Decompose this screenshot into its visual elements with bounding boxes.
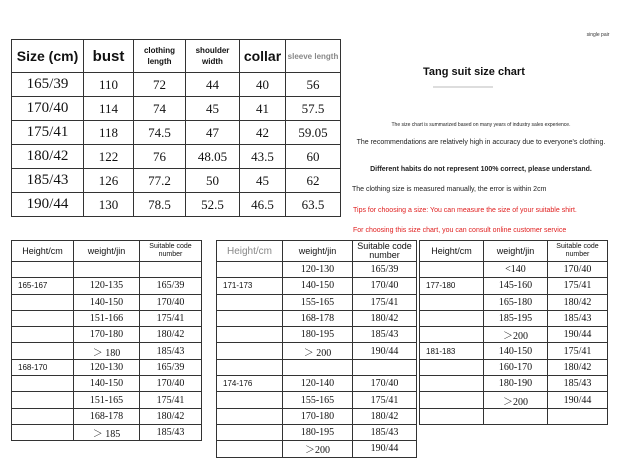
collar-cell: 45: [240, 169, 286, 193]
single-pair-label: single pair: [586, 32, 610, 38]
fit-row: [420, 343, 608, 359]
sleeve-length-cell: 60: [286, 145, 341, 169]
height-cell: [217, 408, 283, 424]
fit-row: [420, 408, 608, 424]
fit-row: [420, 376, 608, 392]
height-cell: [217, 424, 283, 440]
code-cell: [140, 262, 202, 278]
fit-row: [12, 424, 202, 440]
size-row: [12, 121, 341, 145]
height-cell: [420, 392, 484, 408]
height-cell: [217, 310, 283, 326]
note-habits: Different habits do not represent 100% correct, please understand.: [370, 166, 592, 173]
fit-row: [420, 278, 608, 294]
fit-row: [217, 327, 417, 343]
fit-table-a: [11, 240, 202, 441]
sleeve-length-cell: 62: [286, 169, 341, 193]
sleeve-length-cell: 56: [286, 73, 341, 97]
bust-cell: 122: [84, 145, 134, 169]
code-cell: 175/41: [353, 294, 417, 310]
weight-cell: ＞200: [484, 327, 548, 343]
weight-cell: 185-195: [484, 310, 548, 326]
code-cell: 170/40: [353, 278, 417, 294]
code-cell: 170/40: [140, 294, 202, 310]
height-cell: 165-167: [12, 278, 74, 294]
fit-row: [217, 424, 417, 440]
height-cell: [420, 327, 484, 343]
code-cell: 185/43: [353, 424, 417, 440]
code-cell: 175/41: [548, 278, 608, 294]
code-cell: 190/44: [353, 343, 417, 359]
fit-row: [420, 392, 608, 408]
shoulder-width-cell: 45: [186, 97, 240, 121]
weight-cell: [74, 262, 140, 278]
weight-cell: 120-130: [74, 359, 140, 375]
weight-cell: 140-150: [283, 278, 353, 294]
note-accuracy: The recommendations are relatively high in accuracy due to everyone's clothing.: [356, 139, 606, 146]
code-cell: 175/41: [548, 343, 608, 359]
height-cell: [420, 262, 484, 278]
weight-cell: [484, 408, 548, 424]
height-cell: [12, 294, 74, 310]
weight-cell: 151-166: [74, 310, 140, 326]
height-cell: [420, 408, 484, 424]
weight-cell: 151-165: [74, 392, 140, 408]
code-cell: 180/42: [353, 408, 417, 424]
fit-row: [12, 327, 202, 343]
height-cell: [12, 310, 74, 326]
fit-row: [420, 359, 608, 375]
height-cell: [217, 359, 283, 375]
weight-cell: 145-160: [484, 278, 548, 294]
weight-header: weight/jin: [74, 241, 140, 262]
height-cell: 171-173: [217, 278, 283, 294]
clothing-length-cell: 78.5: [134, 193, 186, 217]
height-cell: [217, 294, 283, 310]
height-header: Height/cm: [12, 241, 74, 262]
bust-header: bust: [84, 40, 134, 73]
fit-row: [12, 278, 202, 294]
weight-cell: 140-150: [484, 343, 548, 359]
fit-row: [217, 262, 417, 278]
note-summary: The size chart is summarized based on many years of industry sales experience.: [391, 122, 571, 128]
height-cell: [12, 392, 74, 408]
code-cell: 165/39: [353, 262, 417, 278]
fit-row: [217, 278, 417, 294]
weight-header: weight/jin: [484, 241, 548, 262]
fit-row: [420, 310, 608, 326]
collar-cell: 41: [240, 97, 286, 121]
fit-row: [217, 359, 417, 375]
size-header: Size (cm): [12, 40, 84, 73]
weight-cell: 180-195: [283, 424, 353, 440]
weight-cell: 120-130: [283, 262, 353, 278]
fit-row: [217, 310, 417, 326]
height-cell: [420, 294, 484, 310]
weight-cell: <140: [484, 262, 548, 278]
height-cell: [217, 262, 283, 278]
bust-cell: 114: [84, 97, 134, 121]
code-cell: [353, 359, 417, 375]
code-cell: 165/39: [140, 278, 202, 294]
size-cell: 170/40: [12, 97, 84, 121]
fit-table-b: [216, 240, 417, 458]
size-row: [12, 145, 341, 169]
height-cell: [12, 343, 74, 359]
fit-row: [217, 343, 417, 359]
code-header: Suitable code number: [353, 241, 417, 262]
chart-title: Tang suit size chart: [423, 66, 525, 78]
code-cell: 190/44: [548, 327, 608, 343]
size-cell: 165/39: [12, 73, 84, 97]
code-cell: 180/42: [548, 359, 608, 375]
size-row: [12, 97, 341, 121]
weight-cell: ＞200: [484, 392, 548, 408]
height-cell: [12, 408, 74, 424]
title-underline: [433, 86, 493, 88]
fit-row: [12, 310, 202, 326]
size-cell: 190/44: [12, 193, 84, 217]
sleeve-length-cell: 57.5: [286, 97, 341, 121]
size-chart-header-row: [12, 40, 341, 73]
fit-row: [12, 376, 202, 392]
height-cell: [12, 424, 74, 440]
collar-cell: 46.5: [240, 193, 286, 217]
code-cell: 185/43: [353, 327, 417, 343]
height-cell: [217, 392, 283, 408]
size-cell: 175/41: [12, 121, 84, 145]
weight-cell: 155-165: [283, 294, 353, 310]
sleeve-length-cell: 59.05: [286, 121, 341, 145]
bust-cell: 110: [84, 73, 134, 97]
size-chart-table: [11, 39, 341, 217]
fit-row: [12, 359, 202, 375]
sleeve-length-header: sleeve length: [286, 40, 341, 73]
weight-cell: 180-190: [484, 376, 548, 392]
code-cell: 180/42: [548, 294, 608, 310]
code-cell: 175/41: [140, 392, 202, 408]
weight-cell: 155-165: [283, 392, 353, 408]
code-cell: 185/43: [548, 310, 608, 326]
height-cell: [12, 262, 74, 278]
fit-row: [217, 392, 417, 408]
clothing-length-cell: 74.5: [134, 121, 186, 145]
clothing-length-header: clothing length: [134, 40, 186, 73]
collar-header: collar: [240, 40, 286, 73]
weight-cell: 180-195: [283, 327, 353, 343]
height-cell: [420, 310, 484, 326]
note-measurement: The clothing size is measured manually, the error is within 2cm: [352, 186, 547, 193]
shoulder-width-cell: 52.5: [186, 193, 240, 217]
weight-cell: 170-180: [283, 408, 353, 424]
shoulder-width-cell: 50: [186, 169, 240, 193]
height-cell: 177-180: [420, 278, 484, 294]
collar-cell: 43.5: [240, 145, 286, 169]
shoulder-width-cell: 44: [186, 73, 240, 97]
fit-row: [420, 262, 608, 278]
fit-row: [217, 408, 417, 424]
code-header: Suitable code number: [548, 241, 608, 262]
code-cell: 185/43: [548, 376, 608, 392]
height-cell: [12, 376, 74, 392]
code-cell: 190/44: [353, 441, 417, 457]
fit-row: [420, 327, 608, 343]
weight-cell: 165-180: [484, 294, 548, 310]
fit-row: [12, 392, 202, 408]
weight-cell: ＞ 200: [283, 343, 353, 359]
fit-row: [12, 294, 202, 310]
clothing-length-cell: 77.2: [134, 169, 186, 193]
bust-cell: 130: [84, 193, 134, 217]
fit-row: [420, 294, 608, 310]
note-tips: Tips for choosing a size: You can measure the size of your suitable shirt.: [353, 207, 577, 214]
code-cell: 180/42: [140, 327, 202, 343]
weight-cell: 170-180: [74, 327, 140, 343]
weight-header: weight/jin: [283, 241, 353, 262]
height-cell: 168-170: [12, 359, 74, 375]
height-cell: [12, 327, 74, 343]
height-header: Height/cm: [420, 241, 484, 262]
fit-row: [12, 408, 202, 424]
code-cell: 190/44: [548, 392, 608, 408]
size-cell: 185/43: [12, 169, 84, 193]
height-cell: [217, 343, 283, 359]
weight-cell: ＞200: [283, 441, 353, 457]
code-cell: 180/42: [353, 310, 417, 326]
fit-row: [12, 343, 202, 359]
code-cell: [548, 408, 608, 424]
collar-cell: 40: [240, 73, 286, 97]
code-cell: 175/41: [353, 392, 417, 408]
bust-cell: 126: [84, 169, 134, 193]
sleeve-length-cell: 63.5: [286, 193, 341, 217]
shoulder-width-header: shoulder width: [186, 40, 240, 73]
height-cell: [217, 441, 283, 457]
code-header: Suitable code number: [140, 241, 202, 262]
weight-cell: 168-178: [74, 408, 140, 424]
clothing-length-cell: 76: [134, 145, 186, 169]
weight-cell: 120-135: [74, 278, 140, 294]
code-cell: 170/40: [140, 376, 202, 392]
size-cell: 180/42: [12, 145, 84, 169]
weight-cell: 160-170: [484, 359, 548, 375]
shoulder-width-cell: 47: [186, 121, 240, 145]
fit-row: [217, 376, 417, 392]
height-cell: [420, 376, 484, 392]
height-header: Height/cm: [217, 241, 283, 262]
clothing-length-cell: 74: [134, 97, 186, 121]
code-cell: 185/43: [140, 343, 202, 359]
fit-row: [217, 294, 417, 310]
size-row: [12, 193, 341, 217]
height-cell: 174-176: [217, 376, 283, 392]
weight-cell: 168-178: [283, 310, 353, 326]
code-cell: 180/42: [140, 408, 202, 424]
code-cell: 175/41: [140, 310, 202, 326]
height-cell: [420, 359, 484, 375]
fit-row: [12, 262, 202, 278]
code-cell: 185/43: [140, 424, 202, 440]
clothing-length-cell: 72: [134, 73, 186, 97]
fit-table-c: [419, 240, 608, 425]
size-row: [12, 169, 341, 193]
height-cell: 181-183: [420, 343, 484, 359]
weight-cell: 120-140: [283, 376, 353, 392]
collar-cell: 42: [240, 121, 286, 145]
height-cell: [217, 327, 283, 343]
code-cell: 170/40: [353, 376, 417, 392]
size-row: [12, 73, 341, 97]
weight-cell: ＞ 180: [74, 343, 140, 359]
weight-cell: 140-150: [74, 376, 140, 392]
fit-row: [217, 441, 417, 457]
weight-cell: ＞ 185: [74, 424, 140, 440]
code-cell: 170/40: [548, 262, 608, 278]
weight-cell: 140-150: [74, 294, 140, 310]
note-customer-service: For choosing this size chart, you can consult online customer service: [353, 227, 567, 234]
code-cell: 165/39: [140, 359, 202, 375]
shoulder-width-cell: 48.05: [186, 145, 240, 169]
bust-cell: 118: [84, 121, 134, 145]
weight-cell: [283, 359, 353, 375]
